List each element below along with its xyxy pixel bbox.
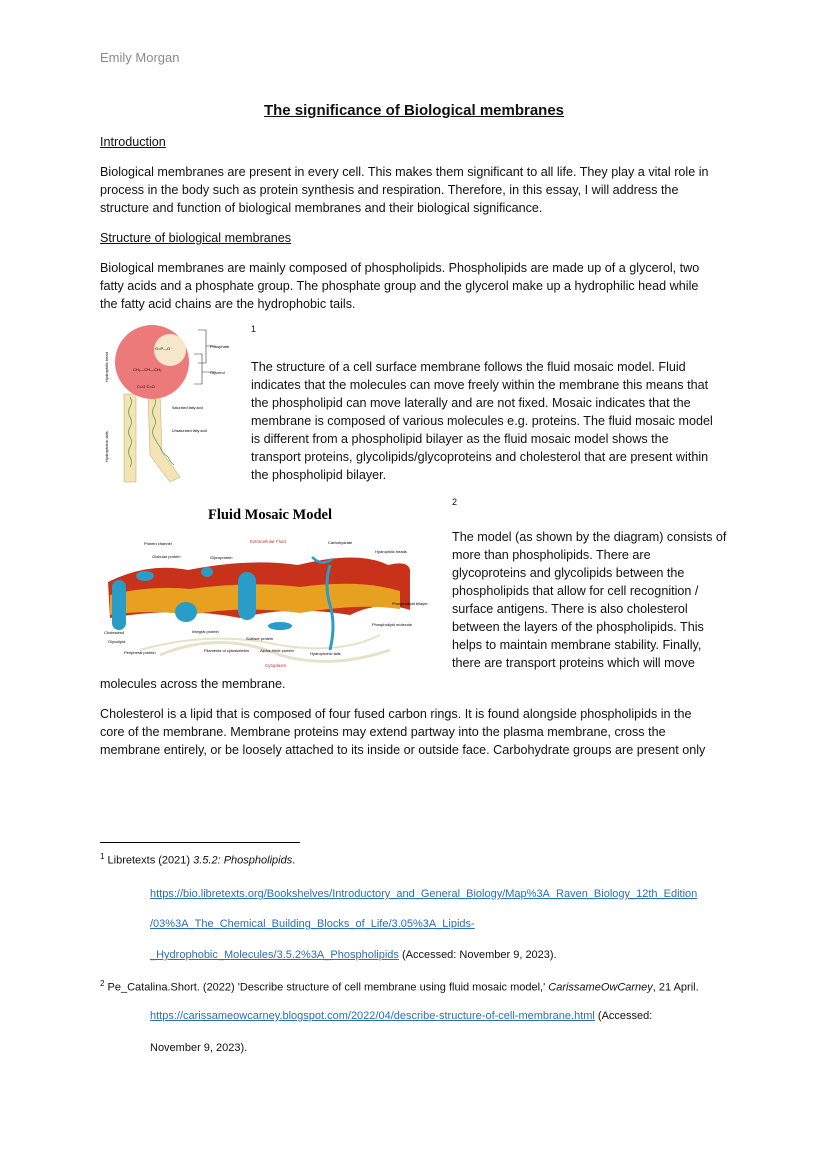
text-line: is different from a phospholipid bilayer as the fluid mosaic model shows the (251, 432, 669, 446)
label-cholesterol: Cholesterol (104, 630, 125, 635)
figure1-ref: 1 (251, 324, 257, 334)
diagram-title: Fluid Mosaic Model (207, 507, 333, 523)
phospholipid-diagram (100, 322, 240, 484)
structure-paragraph (100, 259, 699, 313)
label-saturated: Saturated fatty acid (172, 406, 203, 410)
label-glycerol: Glycerol (210, 370, 225, 375)
footnote-title: 3.5.2: Phospholipids (193, 854, 293, 867)
text-line: Cholesterol is a lipid that is composed of four fused carbon rings. It is found alongside phospholipids in the (100, 707, 692, 721)
label-phosphate: Phosphate (210, 344, 230, 349)
footnote-1-link[interactable]: https://bio.libretexts.org/Bookshelves/Introductory_and_General_Biology/Map%3A_Raven_Biology_12th_Edition (150, 888, 698, 900)
label-extracellular: Extracellular Fluid (250, 539, 286, 544)
footnote-1-link[interactable]: /03%3A_The_Chemical_Building_Blocks_of_Life/3.05%3A_Lipids- (150, 918, 475, 930)
label-molecule: Phospholipid molecule (372, 622, 413, 627)
footnote-accessed: (Accessed: November 9, 2023). (398, 949, 557, 961)
label-channel: Protein channel (144, 541, 172, 546)
label-bilayer: Phospholipid bilayer (392, 601, 428, 606)
footnote-separator (100, 842, 300, 843)
text-line: helps to maintain membrane stability. Finally, (452, 638, 702, 652)
label-head: Hydrophilic head (104, 352, 109, 382)
footnote-source: Libretexts (2021) (107, 854, 194, 867)
model-paragraph (452, 528, 726, 672)
text-line: fatty acids and a phosphate group. The phosphate group and the glycerol make up a hydrophilic head while (100, 279, 699, 293)
text-line: Biological membranes are mainly composed of phospholipids. Phospholipids are made up of a glycerol, two (100, 261, 700, 275)
footnote-1-line (150, 949, 557, 961)
label-tails: Hydrophobic tails (104, 431, 109, 462)
text-line: indicates that the molecules can move freely within the membrane this means that (251, 378, 709, 392)
fluid-mosaic-diagram (100, 500, 445, 675)
label-integral: Integral protein (192, 629, 219, 634)
cholesterol-paragraph (100, 705, 705, 759)
text-line: the phospholipid bilayer. (251, 468, 387, 482)
text-line: the fatty acid chains are the hydrophobic tails. (100, 297, 356, 311)
text-line: The structure of a cell surface membrane follows the fluid mosaic model. Fluid (251, 360, 686, 374)
page-title: The significance of Biological membranes (263, 102, 565, 119)
label-unsaturated: Unsaturated fatty acid (172, 429, 207, 433)
text-line: more than phospholipids. There are (452, 548, 651, 562)
text-line: there are transport proteins which will move (452, 656, 695, 670)
label-alpha: Alpha-Helix protein (260, 648, 294, 653)
label-glycolipid: Glycolipid (108, 639, 126, 644)
svg-text:C=O C=O: C=O C=O (137, 384, 155, 389)
label-peripheral: Peripheral protein (124, 650, 156, 655)
label-cytoplasm: Cytoplasm (265, 663, 287, 668)
footnote-2-line (150, 1010, 652, 1022)
label-globular: Globular protein (152, 554, 181, 559)
text-line: structure and function of biological membranes and their biological significance. (100, 201, 543, 215)
svg-text:O=P—O⁻: O=P—O⁻ (155, 346, 173, 351)
footnote-accessed: (Accessed: (594, 1010, 653, 1022)
label-heads: Hydrophilic heads (375, 549, 407, 554)
text-line: The model (as shown by the diagram) consists of (452, 530, 727, 544)
text-line: transport proteins, glycolipids/glycoproteins and cholesterol that are present within (251, 450, 709, 464)
text-line: the phospholipid can move laterally and are not fixed. Mosaic indicates that the (251, 396, 691, 410)
header-author: Emily Morgan (100, 50, 180, 65)
text-line: process in the body such as protein synthesis and respiration. Therefore, in this essay, I will address the (100, 183, 679, 197)
footnote-title: CarissameOwCarney (548, 981, 653, 994)
intro-heading: Introduction (100, 135, 166, 149)
text-line: phospholipids that allow for cell recognition / (452, 584, 699, 598)
footnote-2-link[interactable]: https://carissameowcarney.blogspot.com/2022/04/describe-structure-of-cell-membrane.html (150, 1010, 595, 1022)
footnote-source: Pe_Catalina.Short. (2022) 'Describe structure of cell membrane using fluid mosaic model,' (107, 981, 549, 994)
text-line: membrane entirely, or be loosely attached to its inside or outside face. Carbohydrate groups are present only (100, 743, 706, 757)
footnote-date: , 21 April. (652, 981, 699, 994)
fluid-mosaic-paragraph (251, 358, 713, 484)
footnote-number: 2 (100, 979, 105, 988)
intro-paragraph (100, 163, 709, 217)
label-tails: Hydrophobic tails (310, 651, 341, 656)
text-line: between the layers of the phospholipids. This (452, 620, 704, 634)
footnote-2-accessed-cont: November 9, 2023). (150, 1042, 248, 1054)
label-surface: Surface protein (246, 636, 274, 641)
text-line: Biological membranes are present in every cell. This makes them significant to all life. They play a vital role in (100, 165, 709, 179)
structure-heading: Structure of biological membranes (100, 231, 292, 245)
svg-text:CH₂—CH—CH₂: CH₂—CH—CH₂ (133, 367, 162, 372)
text-line: core of the membrane. Membrane proteins may extend partway into the plasma membrane, cross the (100, 725, 666, 739)
text-line: molecules across the membrane. (100, 677, 286, 691)
label-glycoprotein: Glycoprotein (210, 555, 233, 560)
footnote-1-link[interactable]: _Hydrophobic_Molecules/3.5.2%3A_Phospholipids (150, 949, 399, 961)
text-line: glycoproteins and glycolipids between the (452, 566, 685, 580)
footnote-1: $^1$ Libretexts (2021) 3.5.2: Phospholipids. (100, 852, 296, 867)
text-line: membrane is composed of various molecules e.g. proteins. The fluid mosaic model (251, 414, 713, 428)
label-carbohydrate: Carbohydrate (328, 540, 353, 545)
footnote-number: 1 (100, 852, 105, 861)
figure2-ref: 2 (452, 497, 458, 507)
label-filaments: Filaments of cytoskeleton (204, 648, 250, 653)
text-line: surface antigens. There is also cholesterol (452, 602, 688, 616)
footnote-2 (100, 979, 699, 994)
